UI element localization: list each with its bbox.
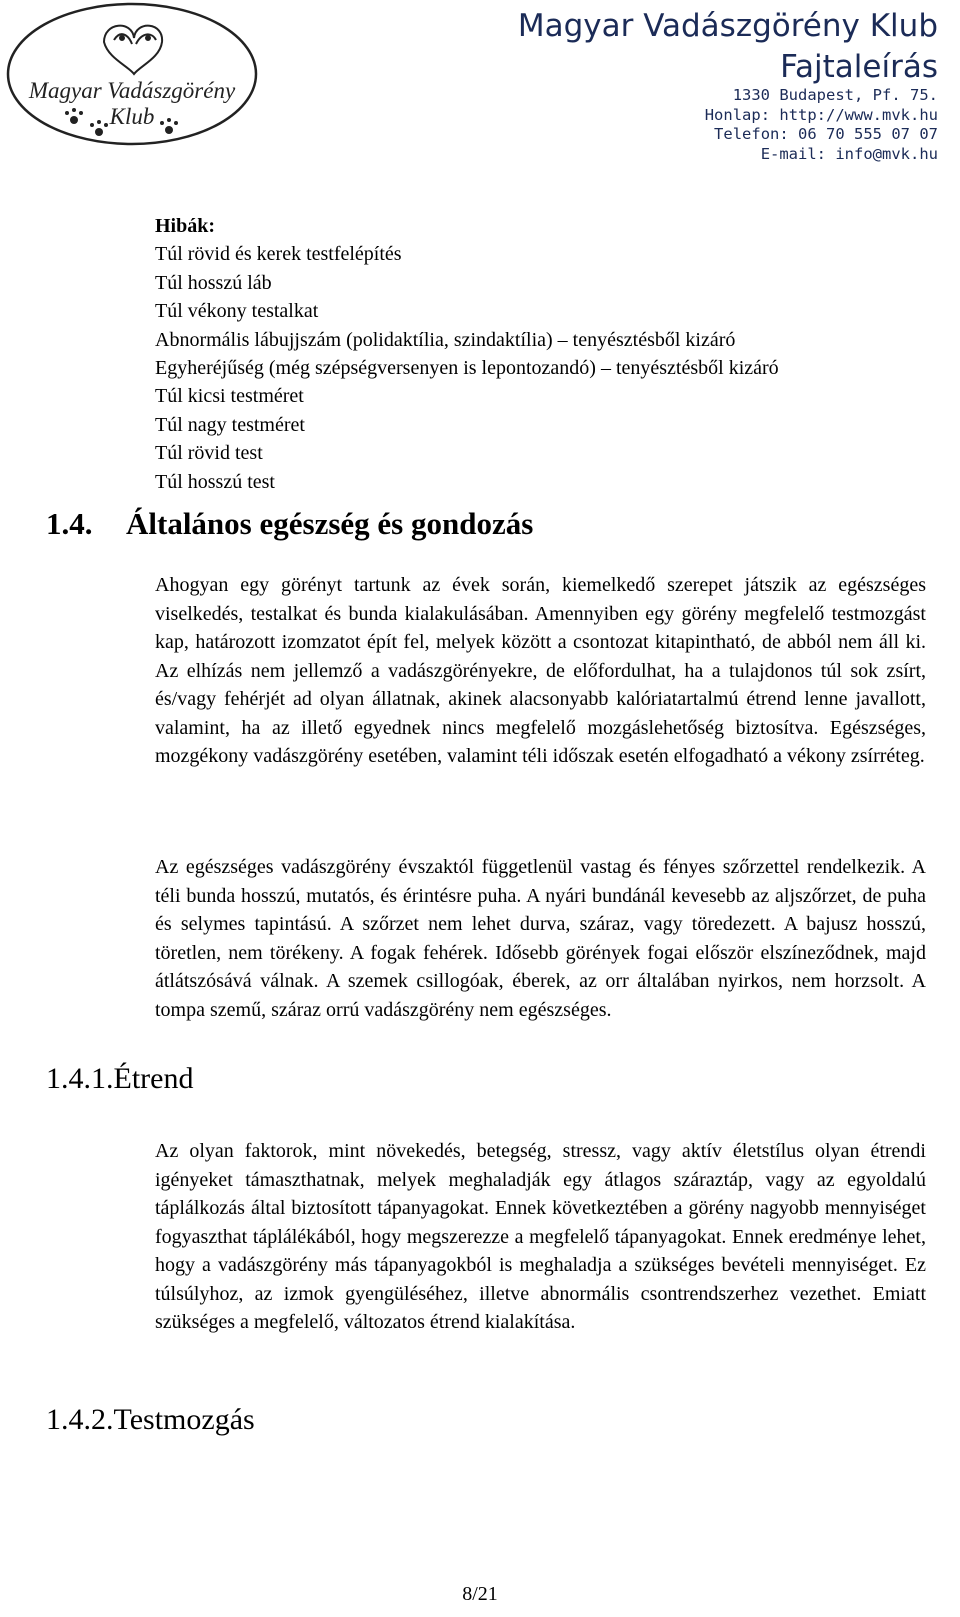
document-title: Fajtaleírás <box>780 49 938 85</box>
fault-item: Túl rövid test <box>155 442 263 465</box>
body-paragraph: Ahogyan egy görényt tartunk az évek során, kiemelkedő szerepet játszik az egészséges viselkedés, testalkat és bunda kialakulásában. Amennyiben egy görény megfelelő testmozgást kap, határozott izomzatot épít fel, melyek között a csontozat kitapintható, de abból nem áll ki. Az elhízás nem jellemző a vadászgörényekre, de előfordulhat, ha a tulajdonos túl sok zsírt, és/vagy fehérjét ad olyan állatnak, akinek alacsonyabb kalóriatartalmú étrend lenne javallott, valamint, ha az illető egyednek nincs megfelelő mozgáslehetőség biztosítva. Egészséges, mozgékony vadászgörény esetében, valamint téli időszak esetén elfogadható a vékony zsírréteg. <box>155 574 926 767</box>
fault-item: Túl vékony testalkat <box>155 300 319 323</box>
subsection-heading-testmozgas: 1.4.2.Testmozgás <box>46 1403 255 1436</box>
phone-line: Telefon: 06 70 555 07 07 <box>714 125 938 143</box>
fault-item: Abnormális lábujjszám (polidaktília, szindaktília) – tenyésztésből kizáró <box>155 328 736 351</box>
club-logo <box>4 0 260 152</box>
logo-text-line1: Magyar Vadászgörény <box>28 78 236 103</box>
email-line: E-mail: info@mvk.hu <box>760 144 938 163</box>
document-header <box>518 4 938 164</box>
fault-item: Túl nagy testméret <box>155 413 305 436</box>
club-name: Magyar Vadászgörény Klub <box>517 8 938 44</box>
logo-text-line2: Klub <box>109 104 155 129</box>
fault-item: Túl hosszú láb <box>155 271 272 294</box>
page-number: 8/21 <box>462 1583 498 1605</box>
ferret-heart-icon <box>104 26 162 74</box>
fault-item: Túl rövid és kerek testfelépítés <box>155 243 402 266</box>
fault-item: Egyheréjűség (még szépségversenyen is lepontozandó) – tenyésztésből kizáró <box>155 357 779 380</box>
postal-address: 1330 Budapest, Pf. 75. <box>732 86 938 104</box>
section-heading <box>46 506 533 542</box>
body-paragraph: Az olyan faktorok, mint növekedés, betegség, stressz, vagy aktív életstílus olyan étrendi igényeket támaszthatnak, melyek meghaladják egy átlagos száraztáp, vagy az egyoldalú táplálkozás által biztosított tápanyagokat. Ennek következtében a görény nagyobb mennyiséget fogyaszthat táplálékából, hogy megszerezze a megfelelő tápanyagokat. Ennek eredménye lehet, hogy a vadászgörény más tápanyagokból is meghaladja a szükséges bevételi mennyiséget. Ez túlsúlyhoz, az izmok gyengüléséhez, illetve abnormális csontrendszerhez vezethet. Emiatt szükséges a megfelelő, változatos étrend kialakítása. <box>155 1140 926 1333</box>
subsection-heading-etrend: 1.4.1.Étrend <box>46 1062 194 1095</box>
fault-item: Túl kicsi testméret <box>155 385 304 408</box>
body-paragraph: Az egészséges vadászgörény évszaktól függetlenül vastag és fényes szőrzettel rendelkezik. A téli bunda hosszú, mutatós, és érintésre puha. A nyári bundánál kevesebb az aljszőrzet, de puha és selymes tapintású. A szőrzet nem lehet durva, száraz, vagy töredezett. A bajusz hosszú, töretlen, nem törékeny. A fogak fehérek. Idősebb görények fogai először elszíneződnek, majd átlátszósává válnak. A szemek csillogóak, éberek, az orr általában nyirkos, nem horzsolt. A tompa szemű, száraz orrú vadászgörény nem egészséges. <box>155 856 926 1021</box>
faults-heading: Hibák: <box>155 215 216 237</box>
section-number: 1.4. <box>46 506 93 541</box>
fault-item: Túl hosszú test <box>155 470 275 493</box>
section-title: Általános egészség és gondozás <box>126 506 534 541</box>
website-line: Honlap: http://www.mvk.hu <box>704 105 938 124</box>
faults-list <box>155 212 779 496</box>
